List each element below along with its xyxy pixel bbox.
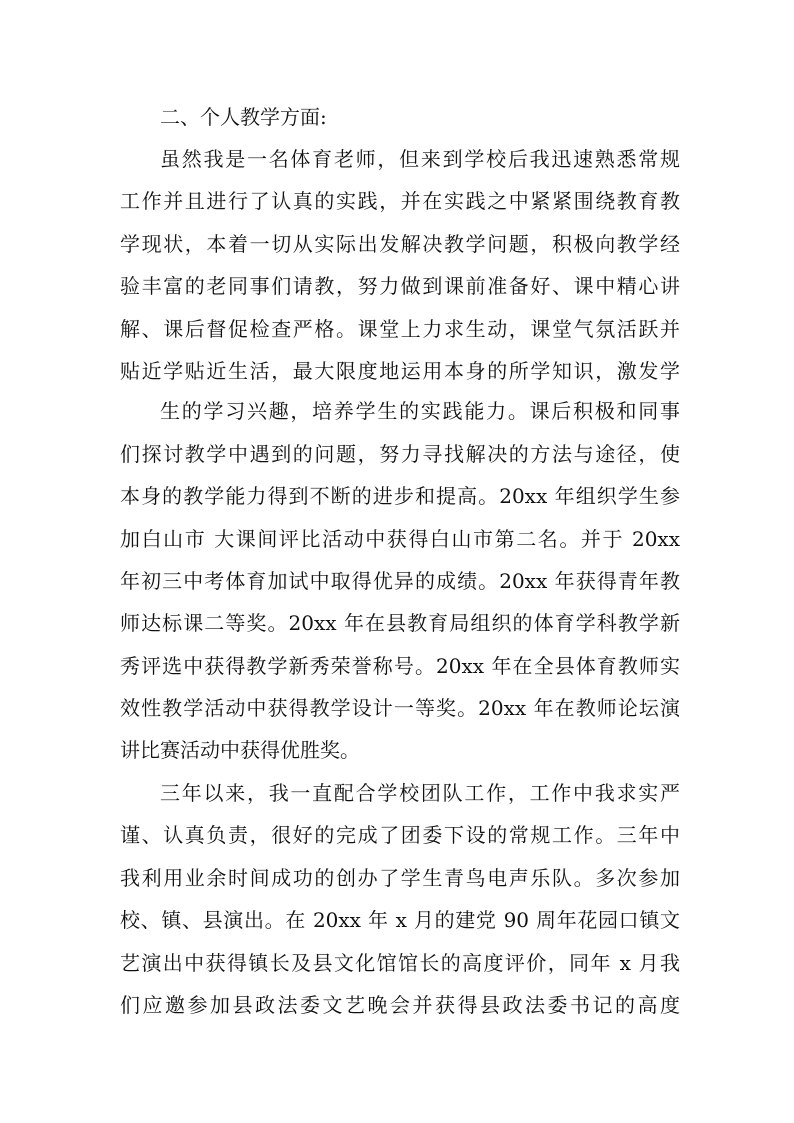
paragraph-line: 生的学习兴趣，培养学生的实践能力。课后积极和同事 — [160, 399, 680, 423]
paragraph-line: 艺演出中获得镇长及县文化馆馆长的高度评价，同年 x 月我 — [120, 951, 680, 975]
paragraph-line: 加白山市 大课间评比活动中获得白山市第二名。并于 20xx — [120, 527, 680, 551]
paragraph-line: 三年以来，我一直配合学校团队工作，工作中我求实严 — [160, 781, 680, 805]
paragraph-line: 们探讨教学中遇到的问题，努力寻找解决的方法与途径，使 — [120, 442, 680, 466]
paragraph-line: 解、课后督促检查严格。课堂上力求生动，课堂气氛活跃并 — [120, 317, 680, 341]
paragraph-line: 校、镇、县演出。在 20xx 年 x 月的建党 90 周年花园口镇文 — [120, 908, 680, 932]
section-heading: 二、个人教学方面: — [160, 105, 327, 129]
paragraph-line: 年初三中考体育加试中取得优异的成绩。20xx 年获得青年教 — [120, 569, 680, 593]
paragraph-line: 效性教学活动中获得教学设计一等奖。20xx 年在教师论坛演 — [120, 696, 680, 720]
paragraph-line: 验丰富的老同事们请教，努力做到课前准备好、课中精心讲 — [120, 274, 680, 298]
paragraph-line: 讲比赛活动中获得优胜奖。 — [120, 738, 360, 762]
paragraph-line: 秀评选中获得教学新秀荣誉称号。20xx 年在全县体育教师实 — [120, 654, 680, 678]
paragraph-line: 工作并且进行了认真的实践，并在实践之中紧紧围绕教育教 — [120, 189, 680, 213]
paragraph-line: 师达标课二等奖。20xx 年在县教育局组织的体育学科教学新 — [120, 611, 680, 635]
paragraph-line: 贴近学贴近生活，最大限度地运用本身的所学知识，激发学 — [120, 359, 680, 383]
paragraph-line: 学现状，本着一切从实际出发解决教学问题，积极向教学经 — [120, 232, 680, 256]
paragraph-line: 谨、认真负责，很好的完成了团委下设的常规工作。三年中 — [120, 823, 680, 847]
paragraph-line: 我利用业余时间成功的创办了学生青鸟电声乐队。多次参加 — [120, 866, 680, 890]
paragraph-line: 虽然我是一名体育老师，但来到学校后我迅速熟悉常规 — [160, 147, 680, 171]
paragraph-line: 们应邀参加县政法委文艺晚会并获得县政法委书记的高度 — [120, 993, 680, 1017]
paragraph-line: 本身的教学能力得到不断的进步和提高。20xx 年组织学生参 — [120, 484, 680, 508]
